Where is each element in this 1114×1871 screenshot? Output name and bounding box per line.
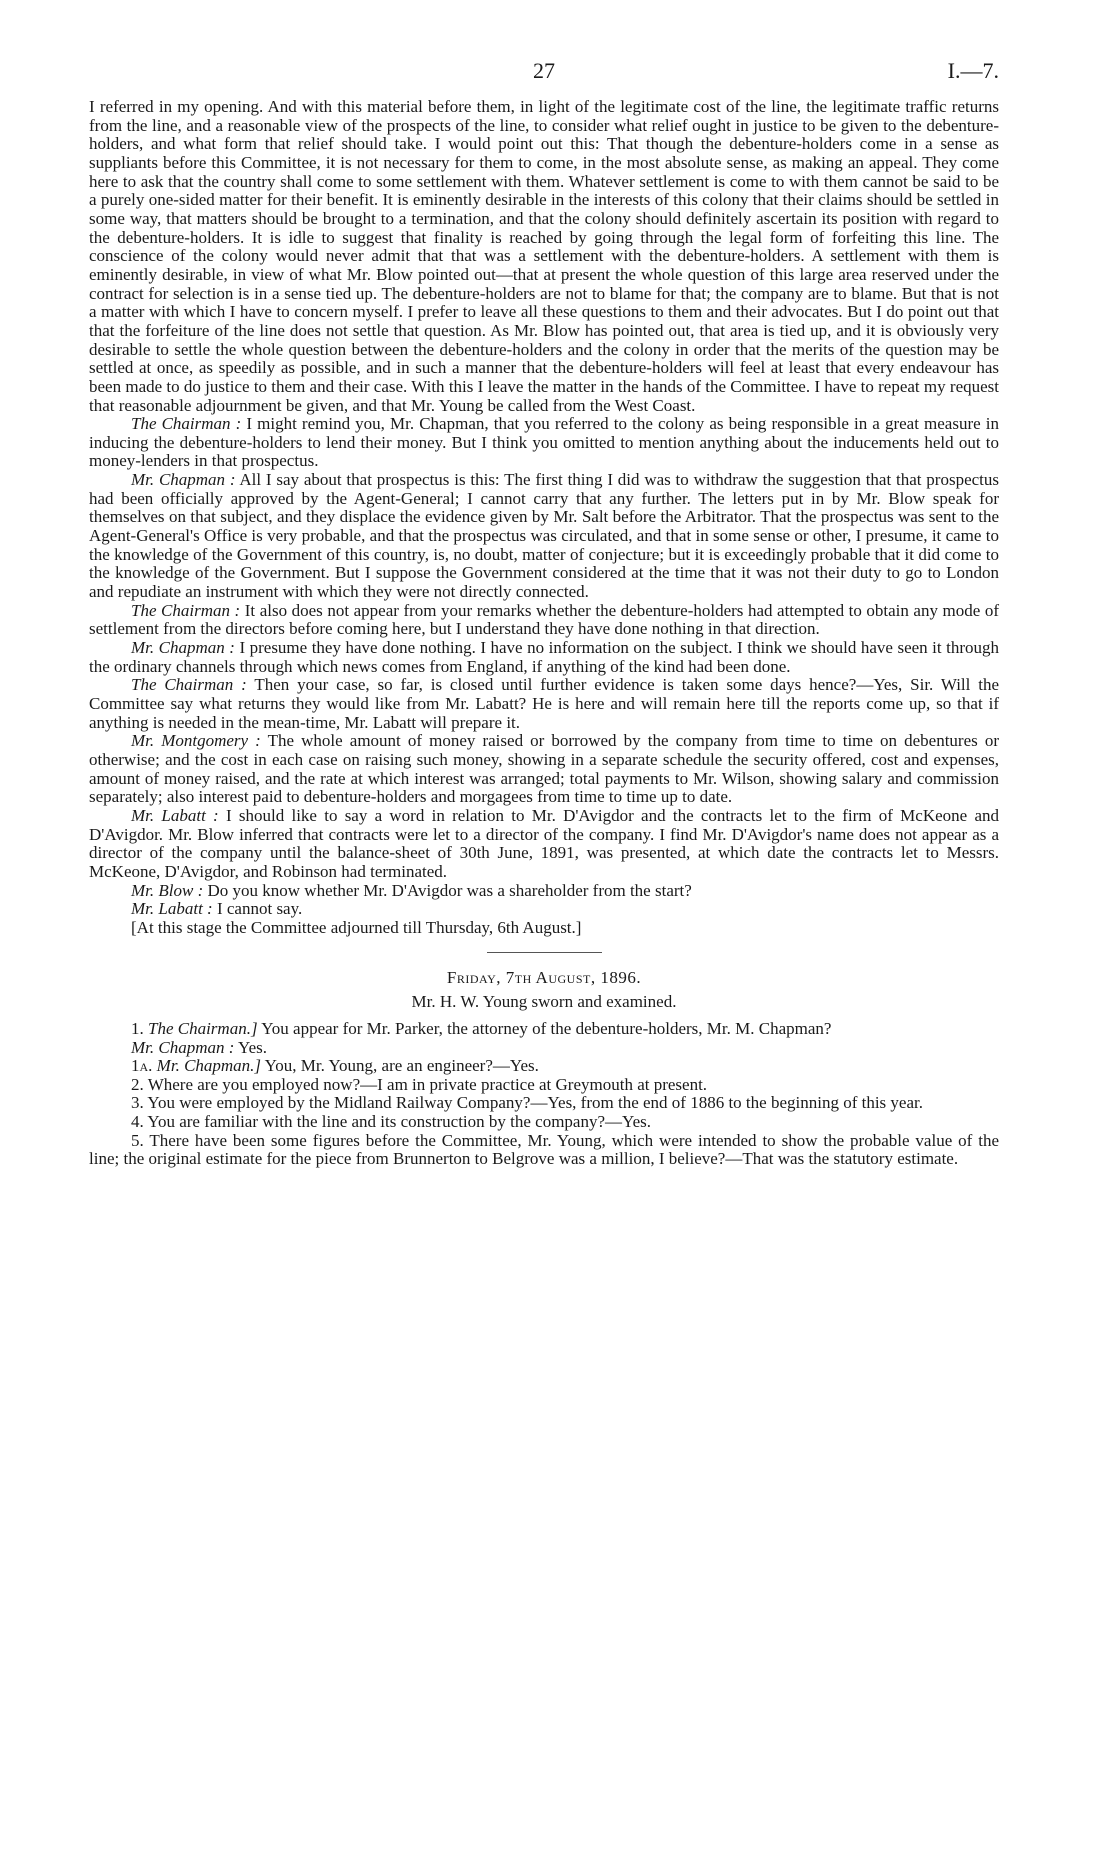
paragraph-text: I referred in my opening. And with this material before them, in light of the legitimate cost of the line, the legitimate traffic returns from the line, and a reasonable view of the prospects of the line, to consider what relief ought in justice to be given to the debenture-holders, and what form that relief should take. I would point out this: That though the debenture-holders come in a sense as suppliants before this Committee, it is not necessary for them to come, in the most absolute sense, as making an appeal. They come here to ask that the country shall come to some settlement with them. Whatever settlement is come to with them cannot be said to be a purely one-sided matter for their benefit. It is eminently desirable in the interests of this colony that their claims should be settled in some way, that matters should be brought to a termination, and that the colony should definitely ascertain its position with regard to the debenture-holders. It is idle to suggest that finality is reached by going through the legal form of forfeiting this line. The conscience of the colony would never admit that that was a settlement with the debenture-holders. A settlement with them is eminently desirable, in view of what Mr. Blow pointed out—that at present the whole question of this large area reserved under the contract for selection is in a sense tied up. The debenture-holders are not to blame for that; the company are to blame. But that is not a matter with which I have to concern myself. I prefer to leave all these questions to them and their advocates. But I do point out that that the forfeiture of the line does not settle that question. As Mr. Blow has pointed out, that area is tied up, and it is obviously very desirable to settle the whole question between the debenture-holders and the colony in order that the merits of the question may be settled at once, as speedily as possible, and in such a manner that the debenture-holders will feel at least that every endeavour has been made to do justice to them and their case. With this I leave the matter in the hands of the Committee. I have to repeat my request that reasonable adjournment be given, and that Mr. Young be called from the West Coast. — [89, 97, 999, 415]
paragraph-text: Do you know whether Mr. D'Avigdor was a shareholder from the start? — [203, 880, 692, 900]
paragraph-6 — [89, 732, 999, 807]
speaker-name: Mr. Montgomery : — [131, 731, 261, 751]
question-text: Yes. — [234, 1037, 268, 1057]
question-text: There have been some figures before the Committee, Mr. Young, which were intended to show the probable value of the line; the original estimate for the piece from Brunnerton to Belgrove was a million, I believe?—That was the statutory estimate. — [89, 1130, 999, 1169]
day-heading: Friday, 7th August, 1896. — [446, 967, 642, 987]
question-number: 4. — [131, 1112, 144, 1132]
question-text: You, Mr. Young, are an engineer?—Yes. — [261, 1056, 539, 1076]
paragraph-9 — [89, 900, 999, 919]
speaker-name: Mr. Labatt : — [131, 805, 219, 825]
speaker-name: The Chairman : — [131, 414, 242, 434]
paragraph-text: I might remind you, Mr. Chapman, that you referred to the colony as being responsible in a great measure in inducing the debenture-holders to lend their money. But I think you omitted to mention anything about the inducements held out to money-lenders in that prospectus. — [89, 414, 999, 471]
speaker-name: The Chairman : — [131, 600, 241, 620]
speaker-name: Mr. Blow : — [131, 880, 204, 900]
paragraph-1 — [89, 415, 999, 471]
page-number: 27 — [533, 58, 555, 83]
transcript-body — [89, 98, 999, 1169]
paragraph-text: It also does not appear from your remarks whether the debenture-holders had attempted to obtain any mode of settlement from the directors before coming here, but I understand they have done nothing in that direction. — [89, 600, 999, 639]
question-number: 1. — [131, 1018, 144, 1038]
question-number: 3. — [131, 1093, 144, 1113]
document-reference: I.—7. — [947, 58, 999, 83]
question-1 — [89, 1020, 999, 1039]
paragraph-text: I should like to say a word in relation to Mr. D'Avigdor and the contracts let to the firm of McKeone and D'Avigdor. Mr. Blow inferred that contracts were let to a director of the company. I find Mr. D'Avigdor's name does not appear as a director of the company until the balance-sheet of 30th June, 1891, was presented, at which date the contracts let to Messrs. McKeone, D'Avigdor, and Robinson had terminated. — [89, 805, 999, 881]
paragraph-text: I cannot say. — [212, 899, 303, 919]
speaker-name: Mr. Chapman : — [131, 638, 235, 658]
paragraph-8 — [89, 882, 999, 901]
speaker-name: The Chairman.] — [148, 1018, 258, 1038]
question-2 — [89, 1076, 999, 1095]
question-1a — [89, 1057, 999, 1076]
speaker-name: Mr. Chapman.] — [156, 1056, 262, 1076]
paragraph-3 — [89, 602, 999, 639]
paragraph-10 — [89, 919, 999, 938]
speaker-name: Mr. Chapman : — [131, 1037, 235, 1057]
paragraph-text: I presume they have done nothing. I have no information on the subject. I think we should have seen it through the ordinary channels through which news comes from England, if anything of the kind had been done. — [89, 638, 999, 676]
paragraph-text: The whole amount of money raised or borrowed by the company from time to time on debentures or otherwise; and the cost in each case on raising such money, showing in a separate schedule the security offered, cost and expenses, amount of money raised, and the rate at which interest was arranged; total payments to Mr. Wilson, showing salary and commission separately; also interest paid to debenture-holders and morgagees from time to time up to date. — [89, 731, 999, 807]
paragraph-7 — [89, 807, 999, 882]
question-text: You are familiar with the line and its construction by the company?—Yes. — [147, 1112, 651, 1132]
speaker-name: Mr. Labatt : — [131, 899, 213, 919]
adjournment-note: [At this stage the Committee adjourned till Thursday, 6th August.] — [131, 917, 582, 937]
witness-line: Mr. H. W. Young sworn and examined. — [411, 992, 677, 1012]
section-divider — [487, 952, 602, 953]
question-number: 2. — [131, 1074, 144, 1094]
paragraph-0 — [89, 98, 999, 415]
page — [89, 58, 999, 1169]
paragraph-5 — [89, 676, 999, 732]
page-header — [89, 58, 999, 98]
speaker-name: Mr. Chapman : — [131, 470, 236, 490]
question-text: You were employed by the Midland Railway Company?—Yes, from the end of 1886 to the beginning of this year. — [147, 1093, 923, 1113]
paragraph-4 — [89, 639, 999, 676]
paragraph-text: All I say about that prospectus is this: The first thing I did was to withdraw the suggestion that that prospectus had been officially approved by the Agent-General; I cannot carry that any further. The letters put in by Mr. Blow speak for themselves on that subject, and they displace the evidence given by Mr. Salt before the Arbitrator. That the prospectus was sent to the Agent-General's Office is very probable, and that the prospectus was circulated, and that in some sense or other, I presume, it came to the knowledge of the Government of this country, is, no doubt, matter of conjecture; but it is exceedingly probable that it did come to the knowledge of the Government. But I suppose the Government considered at the time that it was not their duty to go to London and repudiate an instrument with which they were not directly connected. — [89, 470, 999, 602]
question-1-answer — [89, 1039, 999, 1058]
question-4 — [89, 1113, 999, 1132]
question-number: 1a. — [131, 1056, 153, 1076]
question-number: 5. — [131, 1130, 144, 1150]
question-text: You appear for Mr. Parker, the attorney of the debenture-holders, Mr. M. Chapman? — [257, 1018, 832, 1038]
paragraph-2 — [89, 471, 999, 602]
question-text: Where are you employed now?—I am in private practice at Greymouth at present. — [147, 1074, 708, 1094]
question-3 — [89, 1094, 999, 1113]
speaker-name: The Chairman : — [131, 675, 247, 695]
question-5 — [89, 1132, 999, 1169]
paragraph-text: Then your case, so far, is closed until further evidence is taken some days hence?—Yes, Sir. Will the Committee say what returns they would like from Mr. Labatt? He is here and will remain here till the reports come up, so that if anything is needed in the mean-time, Mr. Labatt will prepare it. — [89, 675, 999, 732]
